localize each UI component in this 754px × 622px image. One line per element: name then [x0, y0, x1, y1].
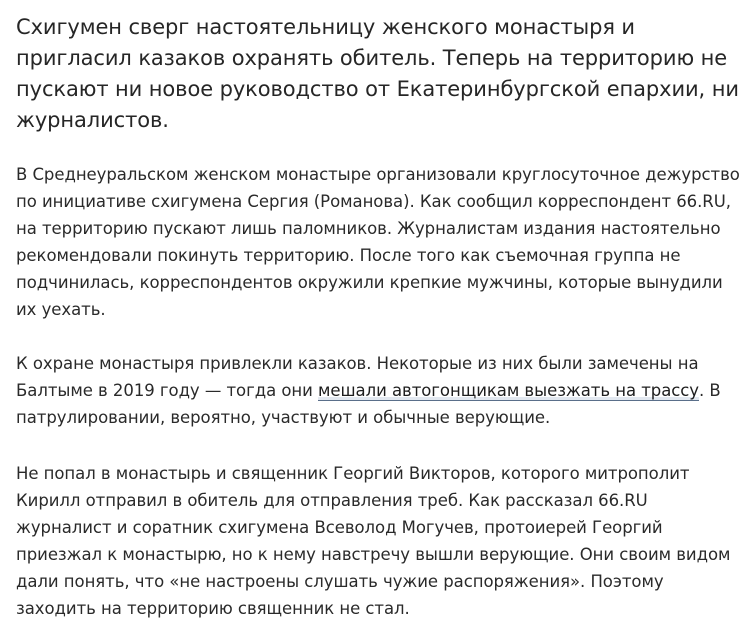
article	[16, 0, 742, 622]
paragraph-1: В Среднеуральском женском монастыре организовали круглосуточное дежурство по инициативе схигумена Сергия (Романова). Как сообщил корреспондент 66.RU, на территорию пускают лишь паломников. Журналистам издания настоятельно рекомендовали покинуть территорию. После того как съемочная группа не подчинилась, корреспондентов окружили крепкие мужчины, которые вынудили их уехать.	[16, 165, 740, 319]
article-link-racers[interactable]: мешали автогонщикам выезжать на трассу	[317, 381, 700, 400]
article-lead: Схигумен сверг настоятельницу женского монастыря и пригласил казаков охранять обитель. Теперь на территорию не пускают ни новое руководство от Екатеринбургской епархии, ни журналистов.	[16, 15, 739, 132]
paragraph-2	[16, 350, 742, 431]
paragraph-2-text-after: . В патрулировании, вероятно, участвуют и обычные верующие.	[16, 381, 721, 427]
paragraph-2-text-before: К охране монастыря привлекли казаков. Некоторые из них были замечены на Балтыме в 2019 году — тогда они	[16, 354, 699, 400]
paragraph-3: Не попал в монастырь и священник Георгий Викторов, которого митрополит Кирилл отправил в обитель для отправления треб. Как рассказал 66.RU журналист и соратник схигумена Всеволод Могучев, протоиерей Георгий приезжал к монастырю, но к нему навстречу вышли верующие. Они своим видом дали понять, что «не настроены слушать чужие распоряжения». Поэтому заходить на территорию священник не стал.	[16, 464, 731, 618]
